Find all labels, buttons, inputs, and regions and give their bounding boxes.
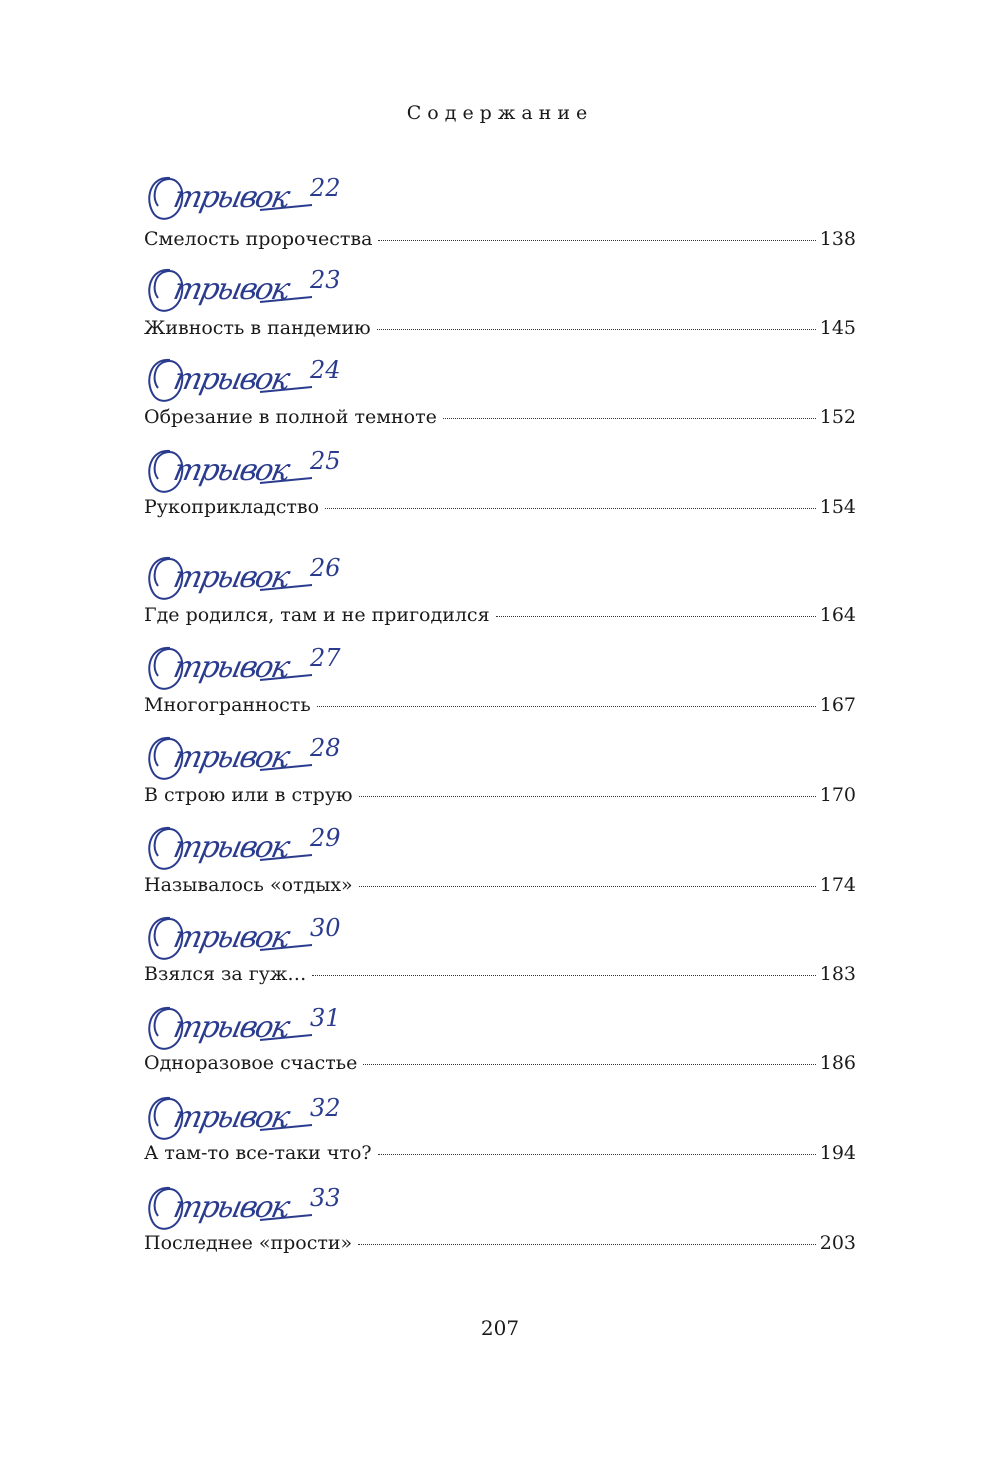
toc-entry-title: Смелость пророчества: [144, 228, 373, 250]
toc-entry-page: 194: [819, 1142, 856, 1164]
handwritten-number: 32: [310, 1094, 341, 1122]
dot-leader: [363, 1064, 815, 1065]
toc-entry-title: Обрезание в полной темноте: [144, 406, 437, 428]
toc-entry[interactable]: [144, 602, 856, 628]
handwritten-word: трывок: [170, 920, 292, 955]
dot-leader: [496, 616, 816, 617]
toc-entry-title: Многогранность: [144, 694, 311, 716]
toc-entry[interactable]: [144, 782, 856, 808]
toc-entry-page: 170: [819, 784, 856, 806]
toc-entry-title: А там-то все-таки что?: [144, 1142, 372, 1164]
toc-entry[interactable]: [144, 404, 856, 430]
dot-leader: [312, 975, 815, 976]
handwritten-word: трывок: [170, 1010, 292, 1045]
handwritten-number: 26: [310, 554, 341, 582]
handwritten-word: трывок: [170, 830, 292, 865]
handwritten-number: 31: [310, 1004, 341, 1032]
handwritten-number: 27: [310, 644, 341, 672]
page-number: 207: [480, 1316, 520, 1340]
handwritten-number: 23: [310, 266, 341, 294]
toc-entry-page: 138: [819, 228, 856, 250]
toc-entry[interactable]: [144, 226, 856, 252]
toc-entry[interactable]: [144, 494, 856, 520]
dot-leader: [358, 1244, 816, 1245]
handwritten-word: трывок: [170, 1190, 292, 1225]
handwritten-word: трывок: [170, 453, 292, 488]
toc-entry-page: 167: [819, 694, 856, 716]
handwritten-heading: [140, 820, 360, 878]
toc-entry-page: 154: [819, 496, 856, 518]
page-title: Содержание: [406, 102, 594, 124]
toc-entry-title: Одноразовое счастье: [144, 1052, 358, 1074]
toc-entry[interactable]: [144, 315, 856, 341]
toc-entry[interactable]: [144, 692, 856, 718]
dot-leader: [317, 706, 816, 707]
handwritten-number: 28: [310, 734, 341, 762]
handwritten-number: 30: [310, 914, 341, 942]
dot-leader: [377, 329, 816, 330]
handwritten-number: 25: [310, 447, 341, 475]
dot-leader: [359, 886, 816, 887]
handwritten-word: трывок: [170, 1100, 292, 1135]
handwritten-number: 22: [310, 174, 341, 202]
toc-entry[interactable]: [144, 1230, 856, 1256]
toc-entry-title: Живность в пандемию: [144, 317, 371, 339]
toc-entry-page: 183: [819, 963, 856, 985]
toc-entry[interactable]: [144, 872, 856, 898]
toc-entry-page: 186: [819, 1052, 856, 1074]
toc-entry-title: В строю или в струю: [144, 784, 353, 806]
toc-entry-page: 203: [819, 1232, 856, 1254]
handwritten-word: трывок: [170, 650, 292, 685]
dot-leader: [359, 796, 816, 797]
handwritten-word: трывок: [170, 740, 292, 775]
handwritten-number: 33: [310, 1184, 341, 1212]
handwritten-heading: [140, 550, 360, 608]
handwritten-heading: [140, 352, 360, 410]
handwritten-word: трывок: [170, 272, 292, 307]
toc-entry-title: Где родился, там и не пригодился: [144, 604, 490, 626]
handwritten-word: трывок: [170, 560, 292, 595]
handwritten-heading: [140, 730, 360, 788]
toc-entry[interactable]: [144, 1140, 856, 1166]
toc-entry-page: 174: [819, 874, 856, 896]
dot-leader: [443, 418, 816, 419]
handwritten-word: трывок: [170, 180, 292, 215]
toc-entry[interactable]: [144, 961, 856, 987]
handwritten-heading: [140, 910, 360, 968]
toc-entry-page: 164: [819, 604, 856, 626]
handwritten-word: трывок: [170, 362, 292, 397]
toc-entry[interactable]: [144, 1050, 856, 1076]
dot-leader: [378, 1154, 816, 1155]
dot-leader: [378, 240, 815, 241]
toc-entry-page: 145: [819, 317, 856, 339]
toc-entry-title: Взялся за гуж…: [144, 963, 307, 985]
handwritten-heading: [140, 443, 360, 501]
dot-leader: [325, 508, 816, 509]
toc-entry-title: Последнее «прости»: [144, 1232, 353, 1254]
handwritten-heading: [140, 640, 360, 698]
toc-entry-title: Называлось «отдых»: [144, 874, 353, 896]
handwritten-heading: [140, 262, 360, 320]
toc-entry-title: Рукоприкладство: [144, 496, 320, 518]
handwritten-heading: [140, 170, 360, 228]
toc-entry-page: 152: [819, 406, 856, 428]
handwritten-number: 29: [310, 824, 341, 852]
handwritten-number: 24: [310, 356, 341, 384]
